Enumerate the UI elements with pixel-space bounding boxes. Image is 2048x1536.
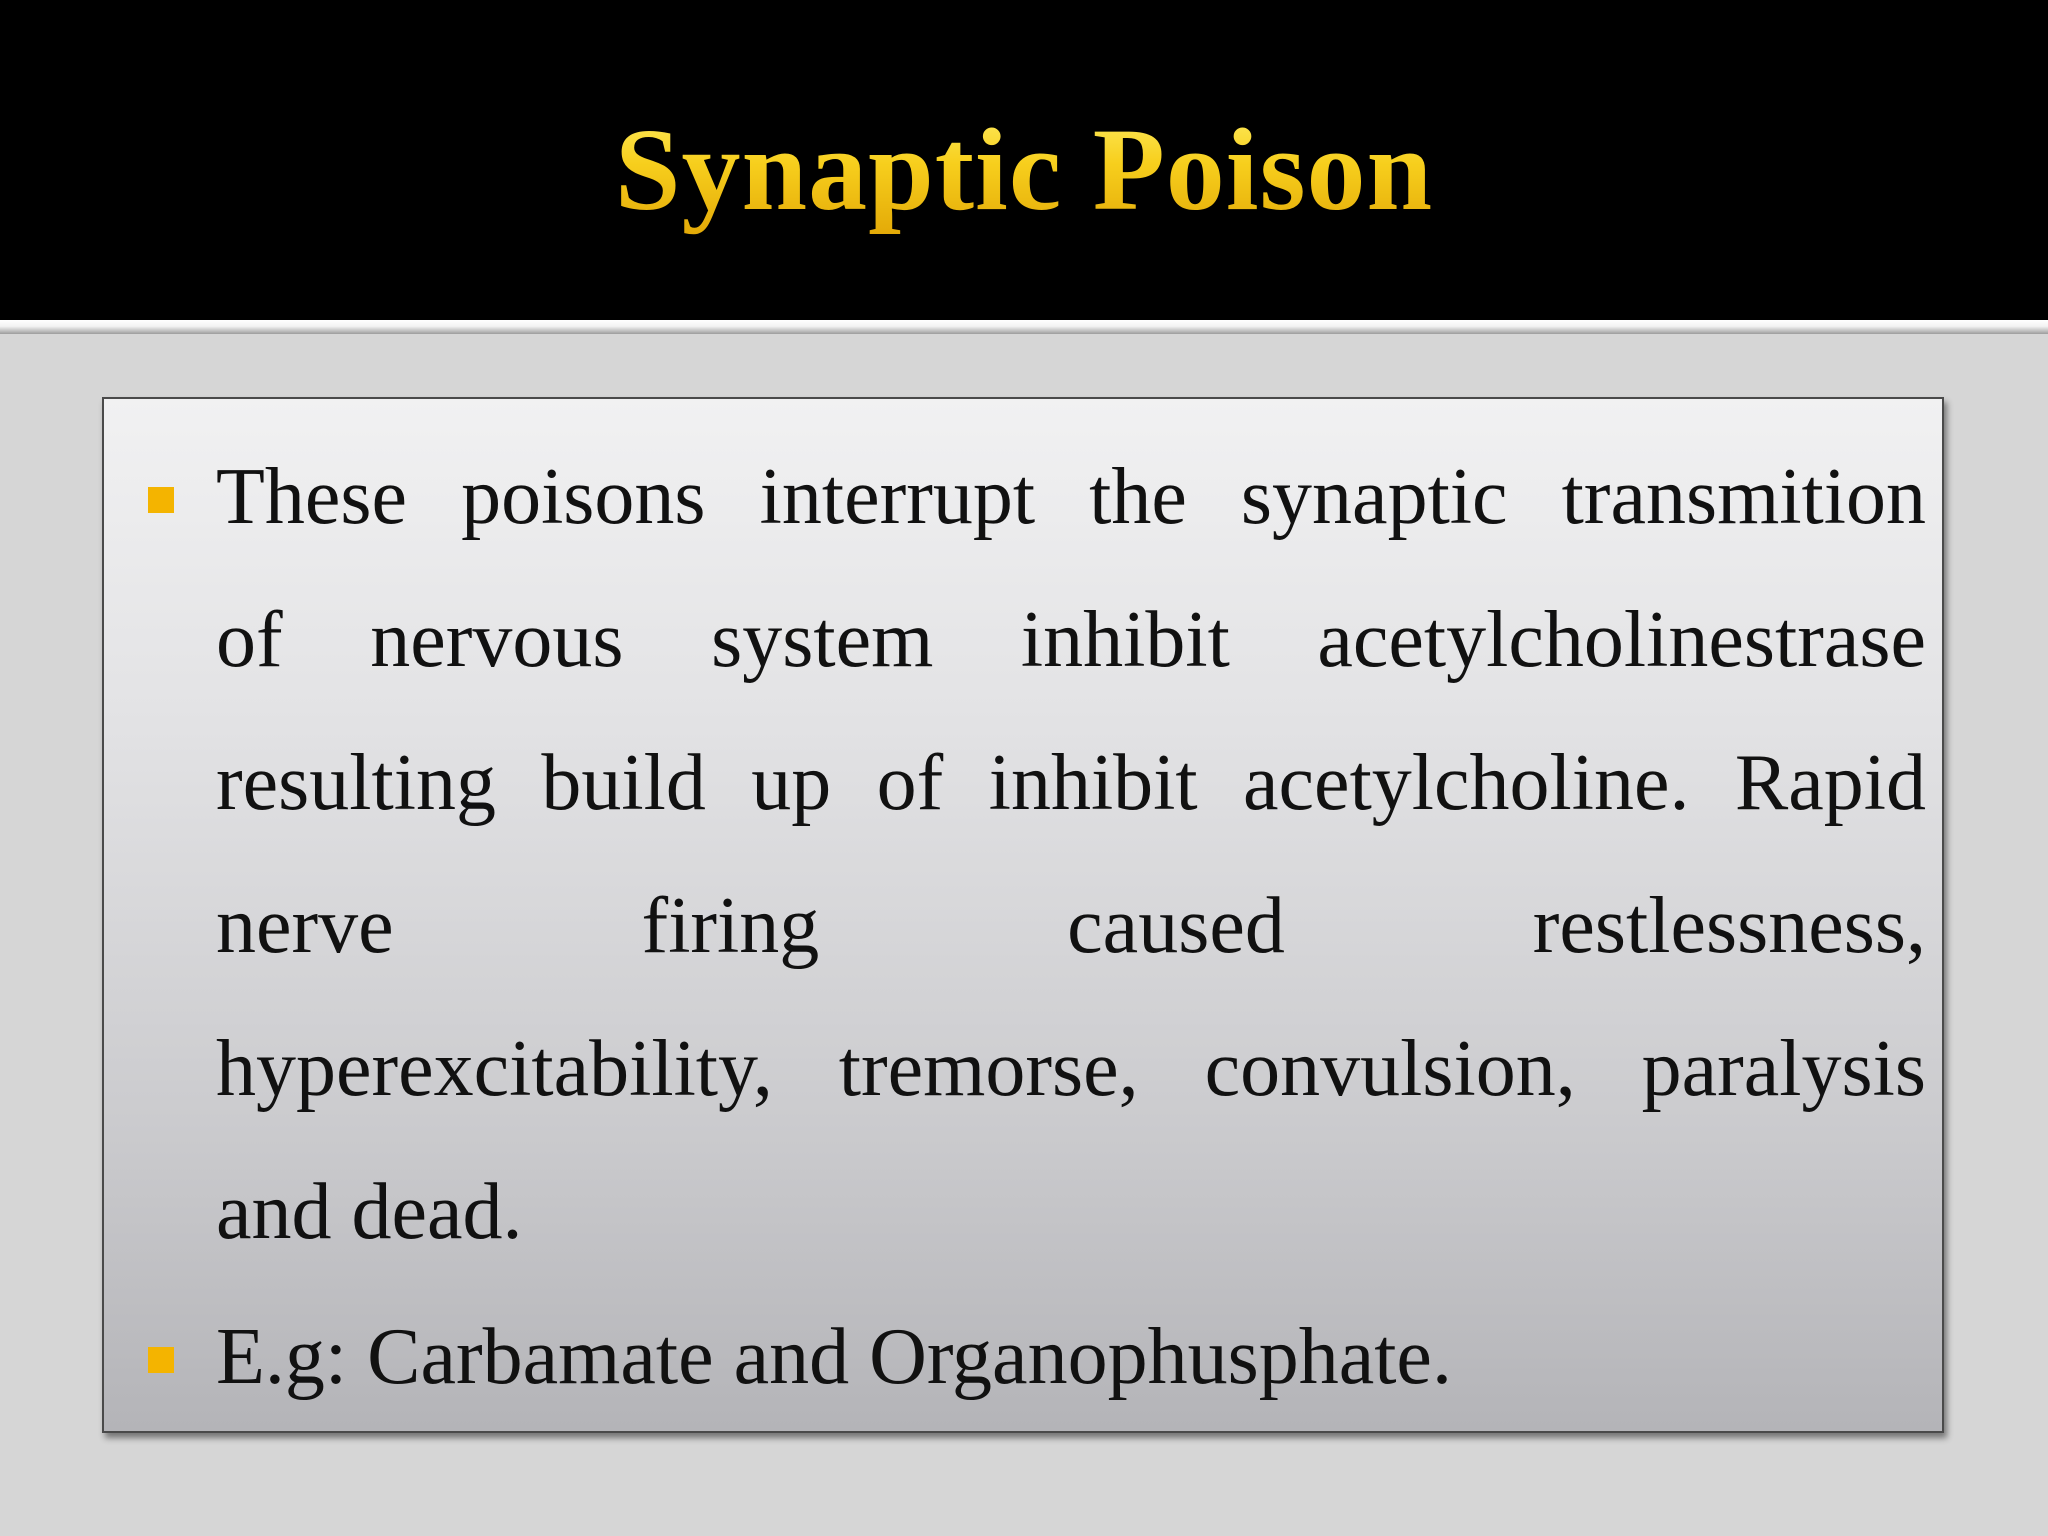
bullet-marker-icon: [148, 487, 174, 513]
bullet-1-line-4: nerve firing caused restlessness,: [216, 882, 1926, 970]
bullet-1-line-6: and dead.: [216, 1168, 523, 1256]
bullet-1-line-3: resulting build up of inhibit acetylcholine. Rapid: [216, 739, 1926, 827]
bullet-1-line-5: hyperexcitability, tremorse, convulsion, paralysis: [216, 1025, 1926, 1113]
bullet-list: [104, 399, 1942, 1431]
slide-title: Synaptic Poison: [0, 100, 2048, 240]
title-bar: [0, 0, 2048, 320]
bullet-1-line-1: These poisons interrupt the synaptic transmition: [216, 453, 1926, 541]
bullet-1-line-2: of nervous system inhibit acetylcholinestrase: [216, 596, 1926, 684]
bullet-2-line-1: E.g: Carbamate and Organophusphate.: [216, 1313, 1452, 1401]
content-box: [102, 397, 1944, 1433]
bullet-marker-icon: [148, 1347, 174, 1373]
title-divider: [0, 320, 2048, 334]
